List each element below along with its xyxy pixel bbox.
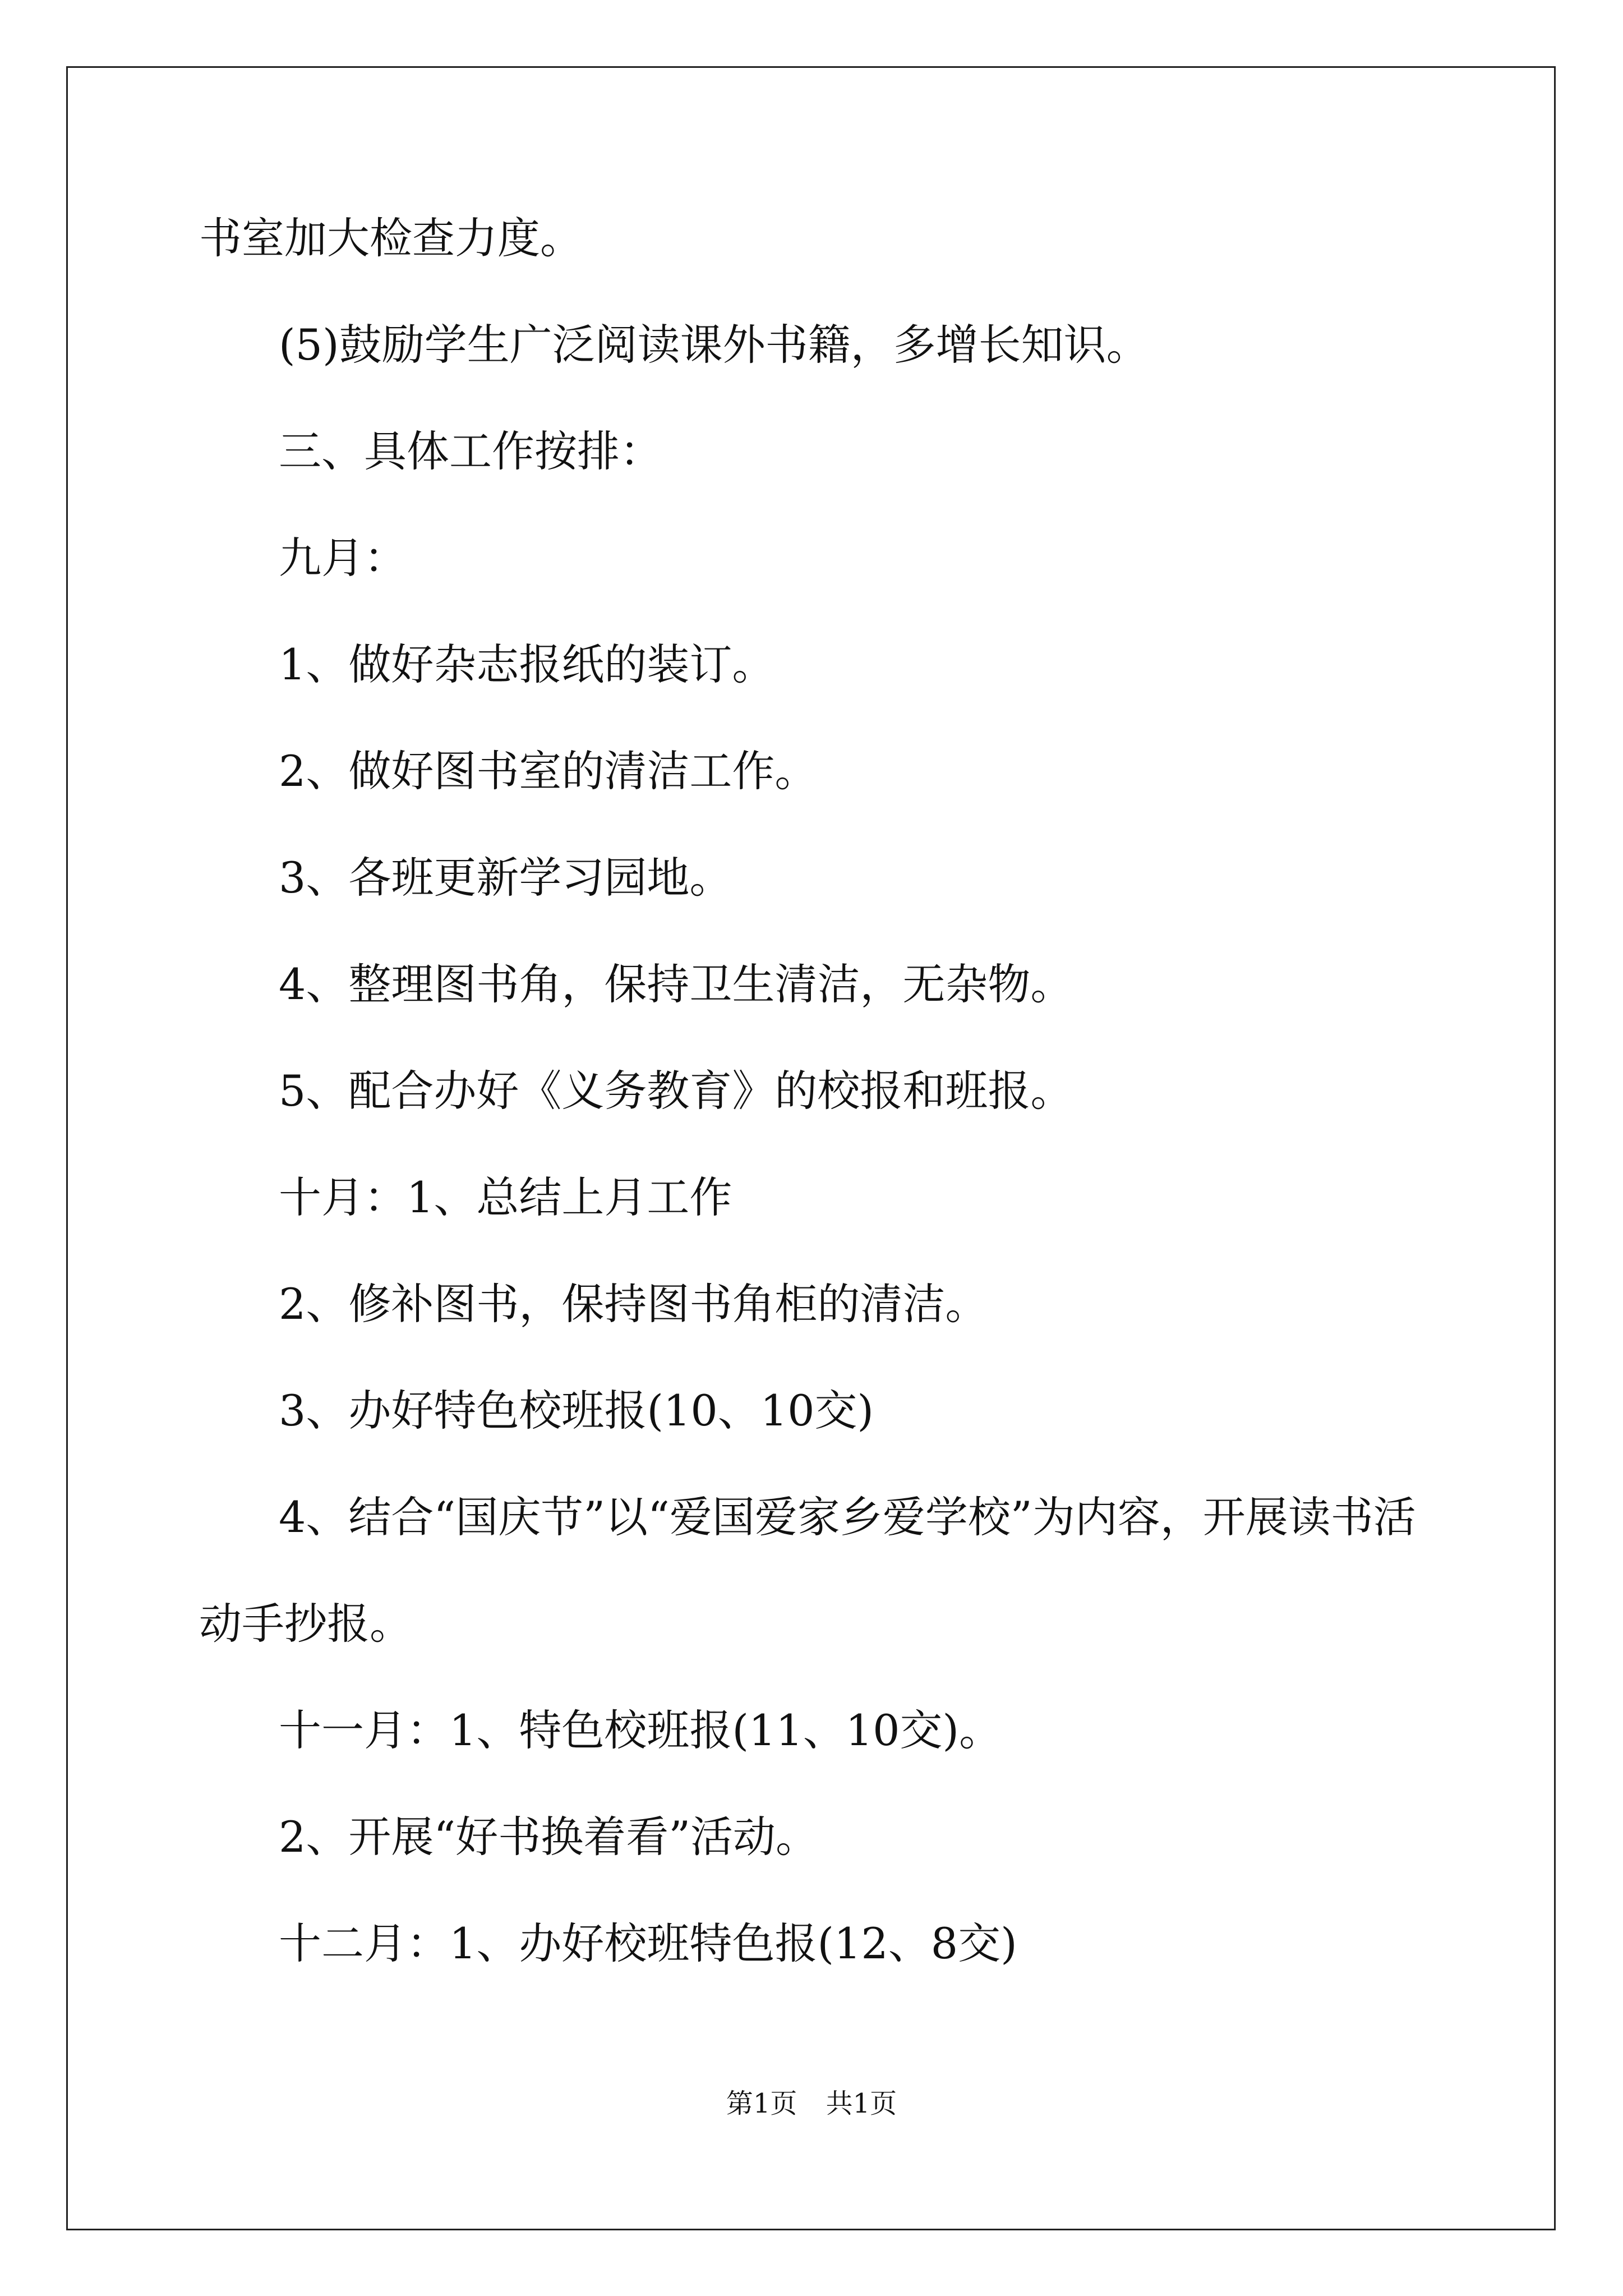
paragraph-continuation: 动手抄报。 — [199, 1599, 412, 1649]
month-heading: 十二月：1、办好校班特色报(12、8交) — [279, 1918, 1017, 1968]
month-heading: 十一月：1、特色校班报(11、10交)。 — [279, 1705, 1002, 1755]
section-heading: 三、具体工作按排： — [279, 426, 662, 476]
month-heading: 十月：1、总结上月工作 — [279, 1172, 732, 1222]
list-item: 3、办好特色校班报(10、10交) — [279, 1386, 874, 1435]
document-body — [199, 185, 1461, 1997]
list-item: 2、开展“好书换着看”活动。 — [279, 1812, 819, 1862]
list-item: 4、整理图书角，保持卫生清洁，无杂物。 — [279, 959, 1073, 1009]
list-item: 2、做好图书室的清洁工作。 — [279, 746, 818, 796]
list-item: 2、修补图书，保持图书角柜的清洁。 — [279, 1279, 988, 1329]
page-number: 第1页 — [726, 2088, 797, 2119]
paragraph: (5)鼓励学生广泛阅读课外书籍，多增长知识。 — [279, 320, 1149, 370]
list-item: 1、做好杂志报纸的装订。 — [279, 639, 775, 689]
list-item: 3、各班更新学习园地。 — [279, 853, 732, 903]
page-total: 共1页 — [826, 2088, 897, 2119]
page-footer — [0, 2087, 1623, 2120]
paragraph: 书室加大检查力度。 — [199, 213, 583, 263]
list-item: 5、配合办好《义务教育》的校报和班报。 — [279, 1066, 1073, 1116]
list-item: 4、结合“国庆节”以“爱国爱家乡爱学校”为内容，开展读书活 — [279, 1492, 1416, 1542]
month-heading: 九月： — [279, 533, 407, 583]
